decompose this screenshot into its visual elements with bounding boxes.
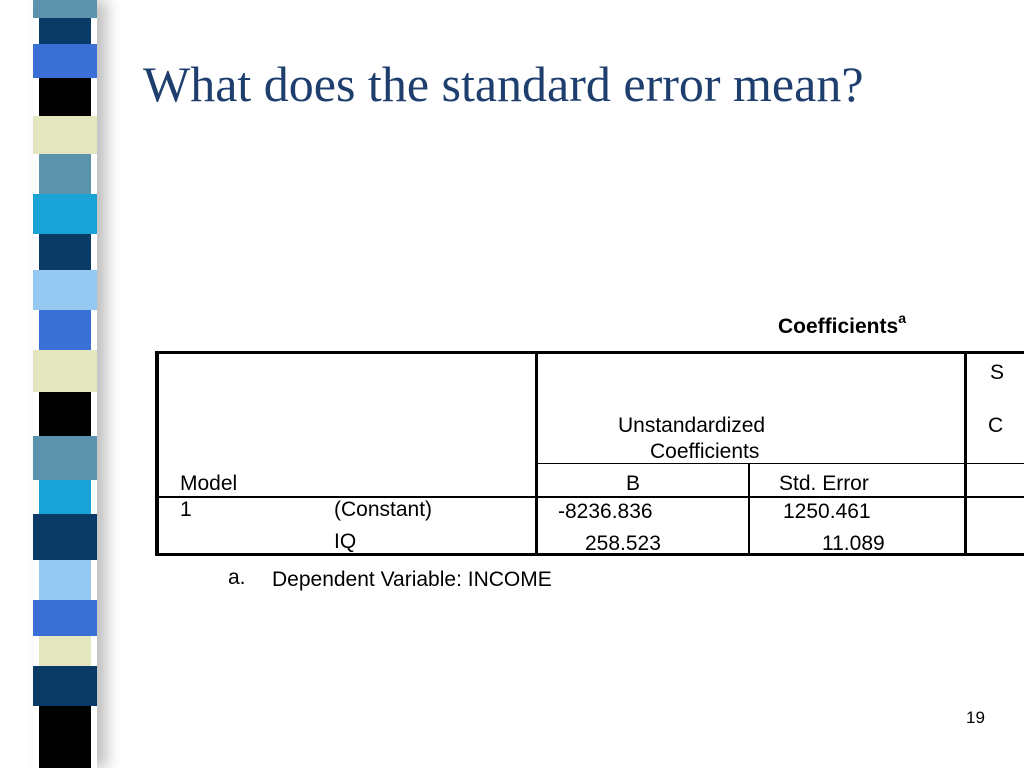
column-header-b: B [626,472,641,495]
cut-header-1: S [990,361,1005,384]
column-header-model: Model [180,472,238,495]
row-se-value: 1250.461 [783,500,871,523]
row-term: IQ [334,530,357,553]
row-term: (Constant) [334,498,433,521]
footnote-text: Dependent Variable: INCOME [272,568,552,591]
table-title-superscript: a [898,310,906,326]
table-divider-se [964,351,967,556]
cut-header-2: C [988,414,1004,437]
table-border-top [157,351,1024,354]
row-b-value: -8236.836 [558,500,653,523]
row-se-value: 11.089 [822,532,885,555]
page-number: 19 [966,708,985,727]
table-group-rule [537,463,1024,464]
table-divider-b [748,464,750,556]
table-border-left [155,351,159,556]
table-header-rule [157,496,1024,498]
table-divider-model [535,351,538,556]
row-model: 1 [180,498,192,521]
group-header-line1: Unstandardized [618,414,766,437]
group-header-line2: Coefficients [650,440,760,463]
slide-title: What does the standard error mean? [143,56,864,112]
row-b-value: 258.523 [585,532,661,555]
column-header-std-error: Std. Error [779,472,869,495]
table-title: Coefficients$^a$ [778,310,906,338]
footnote-marker: a. [228,566,246,589]
